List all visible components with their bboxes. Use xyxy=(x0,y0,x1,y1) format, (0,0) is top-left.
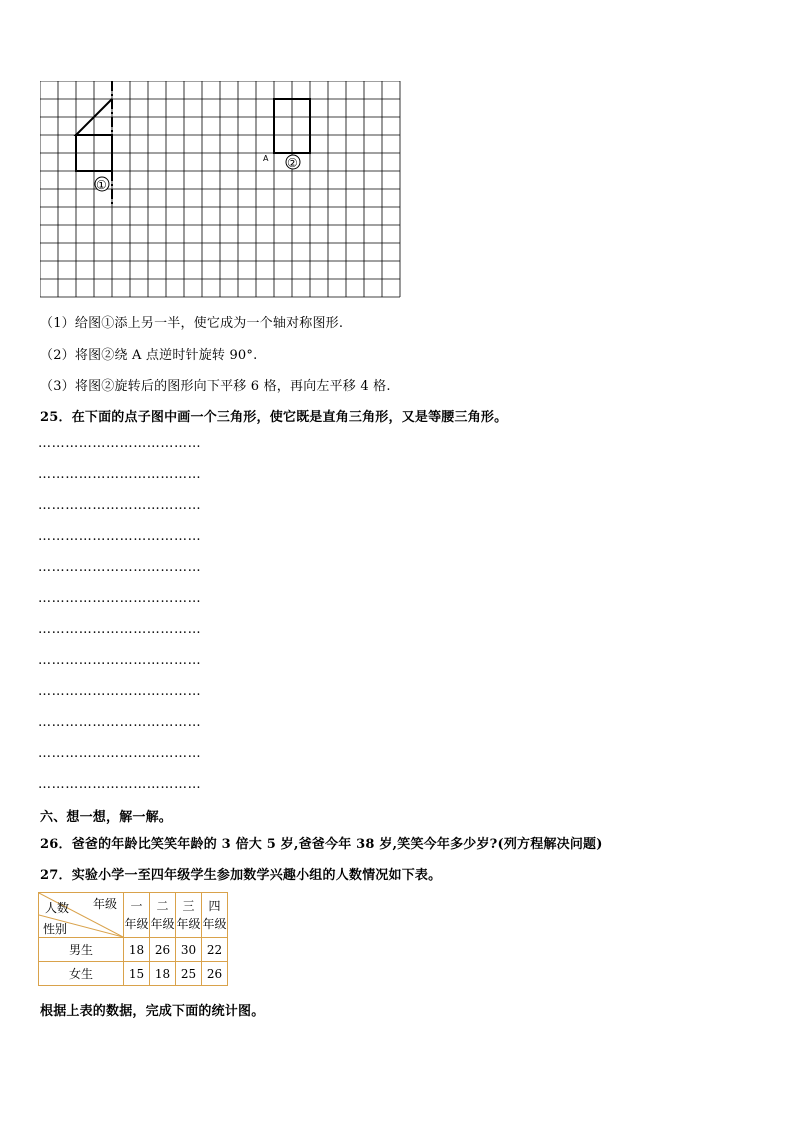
dot-row-6: ……………………………… xyxy=(38,591,202,606)
dot-row-8: ……………………………… xyxy=(38,653,202,668)
question-25: 25．在下面的点子图中画一个三角形，使它既是直角三角形，又是等腰三角形。 xyxy=(40,410,508,425)
after-table-instruction: 根据上表的数据，完成下面的统计图。 xyxy=(40,1004,265,1019)
question-24-part-1: （1）给图①添上另一半，使它成为一个轴对称图形. xyxy=(40,316,344,331)
dot-row-12: ……………………………… xyxy=(38,777,202,792)
dot-row-5: ……………………………… xyxy=(38,560,202,575)
corner-count-label: 人数 xyxy=(45,901,70,915)
dot-row-4: ……………………………… xyxy=(38,529,202,544)
row-label: 男生 xyxy=(39,938,124,962)
dot-row-10: ……………………………… xyxy=(38,715,202,730)
dot-row-2: ……………………………… xyxy=(38,467,202,482)
grid-figure xyxy=(40,81,404,303)
corner-grade-label: 年级 xyxy=(92,897,117,911)
row-label: 女生 xyxy=(39,962,124,986)
table-row xyxy=(39,938,228,962)
table-cell: 26 xyxy=(202,962,228,986)
grade-header: 一 年级 xyxy=(124,893,150,938)
table-cell: 18 xyxy=(124,938,150,962)
table-cell: 15 xyxy=(124,962,150,986)
dot-row-7: ……………………………… xyxy=(38,622,202,637)
table-row xyxy=(39,962,228,986)
stats-table xyxy=(38,892,228,986)
point-a-label: A xyxy=(263,154,269,163)
question-24-part-3: （3）将图②旋转后的图形向下平移 6 格，再向左平移 4 格. xyxy=(40,379,391,394)
grade-header: 二 年级 xyxy=(150,893,176,938)
corner-gender-label: 性别 xyxy=(43,922,68,936)
table-cell: 30 xyxy=(176,938,202,962)
question-27: 27．实验小学一至四年级学生参加数学兴趣小组的人数情况如下表。 xyxy=(40,868,442,883)
table-cell: 26 xyxy=(150,938,176,962)
label-1-text: ① xyxy=(96,178,107,192)
question-24-part-2: （2）将图②绕 A 点逆时针旋转 90°. xyxy=(40,348,258,363)
dot-row-9: ……………………………… xyxy=(38,684,202,699)
grade-header: 三 年级 xyxy=(176,893,202,938)
dot-row-11: ……………………………… xyxy=(38,746,202,761)
label-2-text: ② xyxy=(287,156,298,170)
square-grid xyxy=(40,81,404,299)
dot-row-1: ……………………………… xyxy=(38,436,202,451)
table-header-row xyxy=(39,893,228,938)
table-cell: 18 xyxy=(150,962,176,986)
section-six-heading: 六、想一想，解一解。 xyxy=(40,810,173,825)
table-cell: 22 xyxy=(202,938,228,962)
question-26: 26．爸爸的年龄比笑笑年龄的 3 倍大 5 岁,爸爸今年 38 岁,笑笑今年多少岁?(列方程解决问题) xyxy=(40,837,603,852)
table-cell: 25 xyxy=(176,962,202,986)
dot-row-3: ……………………………… xyxy=(38,498,202,513)
table-corner-cell xyxy=(39,893,124,938)
grade-header: 四 年级 xyxy=(202,893,228,938)
